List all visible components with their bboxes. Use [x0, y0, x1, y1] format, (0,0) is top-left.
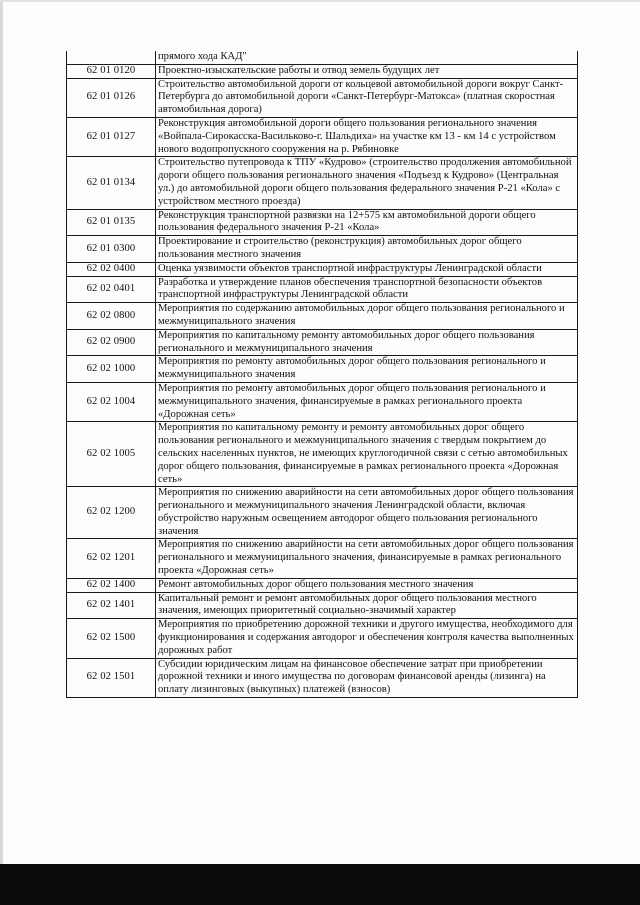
- row-description: Мероприятия по содержанию автомобильных дорог общего пользования регионального и межмуниципального значения: [156, 303, 578, 330]
- row-code: 62 02 1201: [67, 539, 156, 578]
- row-code: 62 02 1500: [67, 619, 156, 658]
- row-description: Капитальный ремонт и ремонт автомобильных дорог общего пользования местного значения, имеющих приоритетный социально-значимый характер: [156, 592, 578, 619]
- table-row: [67, 117, 578, 156]
- row-code: [67, 51, 156, 64]
- table-row: [67, 382, 578, 421]
- row-description: Мероприятия по капитальному ремонту автомобильных дорог общего пользования регионального и межмуниципального значения: [156, 329, 578, 356]
- table-row: [67, 209, 578, 236]
- row-code: 62 02 1501: [67, 658, 156, 697]
- row-code: 62 01 0135: [67, 209, 156, 236]
- row-description: Мероприятия по снижению аварийности на сети автомобильных дорог общего пользования регионального и межмуниципального значения, финансируемые в рамках регионального проекта «Дорожная сеть»: [156, 539, 578, 578]
- row-description: Мероприятия по ремонту автомобильных дорог общего пользования регионального и межмуниципального значения, финансируемые в рамках регионального проекта «Дорожная сеть»: [156, 382, 578, 421]
- row-description: прямого хода КАД": [156, 51, 578, 64]
- scan-left-edge: [0, 0, 3, 905]
- row-description: Реконструкция автомобильной дороги общего пользования регионального значения «Войпала-Сирокасска-Васильково-г. Шальдиха» на участке км 13 - км 14 с устройством нового водопропускного сооружения на р. Рябиновке: [156, 117, 578, 156]
- table-row: [67, 64, 578, 78]
- table-row: [67, 487, 578, 539]
- row-code: 62 02 0400: [67, 262, 156, 276]
- row-description: Проектно-изыскательские работы и отвод земель будущих лет: [156, 64, 578, 78]
- row-code: 62 01 0126: [67, 78, 156, 117]
- row-code: 62 02 0900: [67, 329, 156, 356]
- row-code: 62 01 0127: [67, 117, 156, 156]
- row-description: Реконструкция транспортной развязки на 12+575 км автомобильной дороги общего пользования федерального значения Р-21 «Кола»: [156, 209, 578, 236]
- table-row: [67, 157, 578, 209]
- row-code: 62 02 1200: [67, 487, 156, 539]
- row-code: 62 01 0300: [67, 236, 156, 263]
- table-row: [67, 539, 578, 578]
- table-row: [67, 329, 578, 356]
- row-code: 62 02 1005: [67, 422, 156, 487]
- table-row: [67, 619, 578, 658]
- table-row: [67, 356, 578, 383]
- row-description: Строительство автомобильной дороги от кольцевой автомобильной дороги вокруг Санкт-Петербурга до автомобильной дороги «Санкт-Петербург-Матокса» (платная скоростная автомобильная дорога): [156, 78, 578, 117]
- row-description: Разработка и утверждение планов обеспечения транспортной безопасности объектов транспортной инфраструктуры Ленинградской области: [156, 276, 578, 303]
- row-description: Оценка уязвимости объектов транспортной инфраструктуры Ленинградской области: [156, 262, 578, 276]
- row-description: Мероприятия по ремонту автомобильных дорог общего пользования регионального и межмуниципального значения: [156, 356, 578, 383]
- budget-code-table: [66, 51, 578, 698]
- table-row: [67, 658, 578, 697]
- row-code: 62 02 0800: [67, 303, 156, 330]
- scan-bottom-band: [0, 864, 640, 905]
- row-description: Мероприятия по приобретению дорожной техники и другого имущества, необходимого для функционирования и содержания автодорог и обеспечения контроля качества выполненных дорожных работ: [156, 619, 578, 658]
- table-row: [67, 262, 578, 276]
- table-row: [67, 578, 578, 592]
- row-description: Мероприятия по снижению аварийности на сети автомобильных дорог общего пользования регионального и межмуниципального значения Ленинградской области, включая обустройство наружным освещением автодорог общего пользования регионального значения: [156, 487, 578, 539]
- row-code: 62 02 1401: [67, 592, 156, 619]
- row-code: 62 01 0120: [67, 64, 156, 78]
- row-description: Ремонт автомобильных дорог общего пользования местного значения: [156, 578, 578, 592]
- row-description: Строительство путепровода к ТПУ «Кудрово» (строительство продолжения автомобильной дороги общего пользования регионального значения «Подъезд к Кудрово» (Центральная ул.) до автомобильной дороги общего пользования федерального значения Р-21 «Кола» с устройством местного проезда): [156, 157, 578, 209]
- row-code: 62 02 1004: [67, 382, 156, 421]
- scan-top-edge: [0, 0, 640, 2]
- table-row: [67, 303, 578, 330]
- table-row: [67, 592, 578, 619]
- row-code: 62 01 0134: [67, 157, 156, 209]
- table-row: [67, 276, 578, 303]
- row-code: 62 02 1400: [67, 578, 156, 592]
- row-description: Мероприятия по капитальному ремонту и ремонту автомобильных дорог общего пользования регионального и межмуниципального значения с твердым покрытием до сельских населенных пунктов, не имеющих круглогодичной связи с сетью автомобильных дорог общего пользования, финансируемые в рамках регионального проекта «Дорожная сеть»: [156, 422, 578, 487]
- row-code: 62 02 0401: [67, 276, 156, 303]
- table-row: [67, 78, 578, 117]
- row-code: 62 02 1000: [67, 356, 156, 383]
- table-row: [67, 51, 578, 64]
- row-description: Субсидии юридическим лицам на финансовое обеспечение затрат при приобретении дорожной техники и иного имущества по договорам финансовой аренды (лизинга) на оплату лизинговых (выкупных) платежей (взносов): [156, 658, 578, 697]
- table-row: [67, 236, 578, 263]
- table-row: [67, 422, 578, 487]
- row-description: Проектирование и строительство (реконструкция) автомобильных дорог общего пользования местного значения: [156, 236, 578, 263]
